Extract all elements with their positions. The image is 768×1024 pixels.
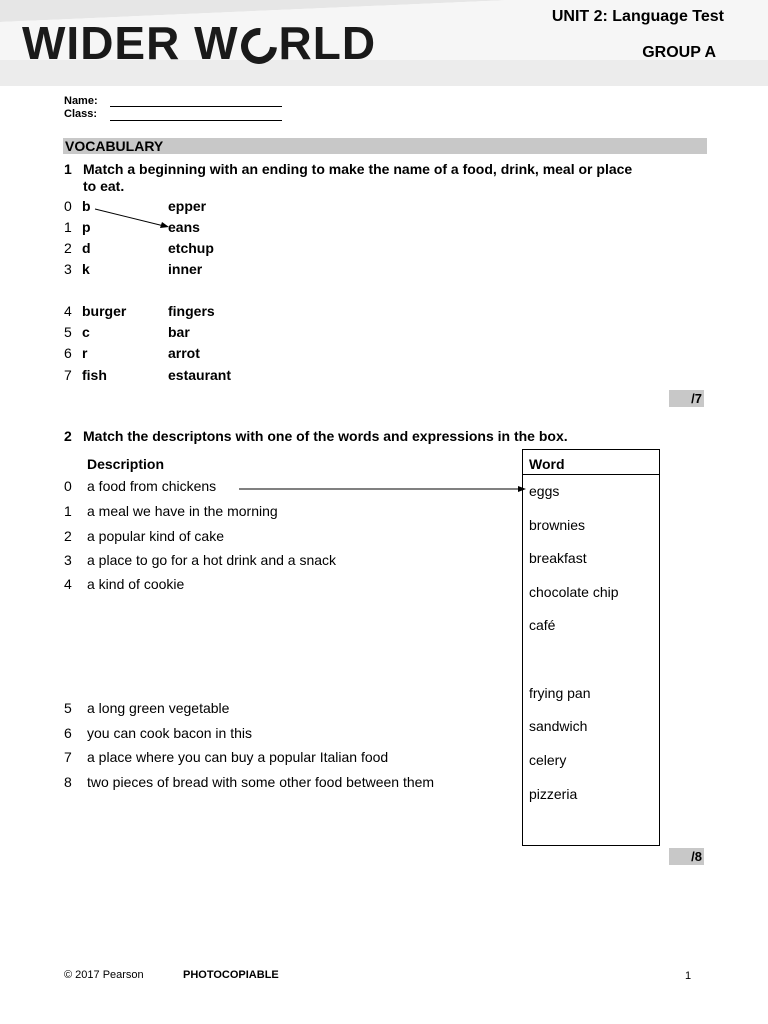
ex1-row-num: 0 — [64, 198, 72, 214]
word-header: Word — [529, 456, 565, 472]
ex1-row-num: 6 — [64, 345, 72, 361]
ex1-row-num: 5 — [64, 324, 72, 340]
ex1-row-end[interactable]: bar — [168, 324, 190, 340]
description-num: 7 — [64, 749, 72, 765]
logo-o-ring-icon — [233, 21, 284, 72]
exercise2-instruction: Match the descriptons with one of the words and expressions in the box. — [83, 428, 568, 444]
exercise2-number: 2 — [64, 428, 72, 444]
vocabulary-section-bar: VOCABULARY — [63, 138, 707, 154]
logo-text-right: RLD — [278, 17, 377, 69]
description-text[interactable]: a place where you can buy a popular Italian food — [87, 749, 389, 765]
exercise2-score-box: /8 — [669, 848, 704, 865]
word-item[interactable]: celery — [529, 752, 567, 768]
description-num: 2 — [64, 528, 72, 544]
group-label: GROUP A — [642, 44, 716, 61]
footer-photocopiable: PHOTOCOPIABLE — [183, 969, 279, 981]
name-field[interactable] — [110, 96, 282, 107]
description-num: 3 — [64, 552, 72, 568]
ex1-row-num: 4 — [64, 303, 72, 319]
footer-page-number: 1 — [685, 970, 692, 982]
ex1-row-start[interactable]: b — [82, 198, 91, 214]
logo-text-left: WIDER W — [22, 17, 239, 69]
description-num: 6 — [64, 725, 72, 741]
description-num: 0 — [64, 478, 72, 494]
description-text[interactable]: two pieces of bread with some other food between them — [87, 774, 435, 790]
name-label: Name: — [64, 95, 98, 107]
ex1-row-start[interactable]: r — [82, 345, 88, 361]
description-text[interactable]: a meal we have in the morning — [87, 503, 278, 519]
ex1-row-start[interactable]: fish — [82, 367, 107, 383]
description-text[interactable]: a long green vegetable — [87, 700, 230, 716]
ex1-row-end[interactable]: eans — [168, 219, 200, 235]
ex1-row-start[interactable]: k — [82, 261, 90, 277]
word-box-header-divider — [522, 474, 660, 475]
description-text[interactable]: you can cook bacon in this — [87, 725, 252, 741]
word-item[interactable]: pizzeria — [529, 786, 578, 802]
ex1-row-num: 2 — [64, 240, 72, 256]
exercise1-score-box: /7 — [669, 390, 704, 407]
ex1-example-arrow-icon — [94, 206, 174, 230]
description-num: 8 — [64, 774, 72, 790]
word-item[interactable]: frying pan — [529, 685, 591, 701]
exercise1-instruction-line1: Match a beginning with an ending to make the name of a food, drink, meal or place — [83, 161, 633, 177]
ex1-row-end[interactable]: estaurant — [168, 367, 232, 383]
description-text[interactable]: a place to go for a hot drink and a snack — [87, 552, 337, 568]
word-item[interactable]: chocolate chip — [529, 584, 619, 600]
wider-world-logo — [22, 18, 376, 68]
word-item[interactable]: café — [529, 617, 556, 633]
description-text[interactable]: a kind of cookie — [87, 576, 185, 592]
ex1-row-end[interactable]: arrot — [168, 345, 200, 361]
class-label: Class: — [64, 108, 98, 120]
ex1-row-start[interactable]: d — [82, 240, 91, 256]
description-num: 5 — [64, 700, 72, 716]
footer-copyright: © 2017 Pearson — [64, 969, 144, 981]
description-text[interactable]: a popular kind of cake — [87, 528, 224, 544]
ex1-row-end[interactable]: etchup — [168, 240, 214, 256]
ex2-example-arrow-icon — [238, 484, 528, 494]
word-item[interactable]: breakfast — [529, 550, 587, 566]
word-item[interactable]: brownies — [529, 517, 586, 533]
description-header: Description — [87, 456, 165, 472]
ex1-row-num: 7 — [64, 367, 72, 383]
exercise1-instruction-line2: to eat. — [83, 178, 125, 194]
ex1-row-start[interactable]: c — [82, 324, 90, 340]
ex1-row-start[interactable]: burger — [82, 303, 127, 319]
exercise1-number: 1 — [64, 161, 72, 177]
description-num: 1 — [64, 503, 72, 519]
ex1-row-end[interactable]: inner — [168, 261, 203, 277]
word-item[interactable]: sandwich — [529, 718, 588, 734]
ex1-row-end[interactable]: fingers — [168, 303, 215, 319]
ex1-row-end[interactable]: epper — [168, 198, 207, 214]
description-text[interactable]: a food from chickens — [87, 478, 217, 494]
unit-title: UNIT 2: Language Test — [551, 8, 724, 25]
ex1-row-num: 1 — [64, 219, 72, 235]
class-field[interactable] — [110, 110, 282, 121]
ex1-row-num: 3 — [64, 261, 72, 277]
ex1-row-start[interactable]: p — [82, 219, 91, 235]
description-num: 4 — [64, 576, 72, 592]
word-item[interactable]: eggs — [529, 483, 560, 499]
